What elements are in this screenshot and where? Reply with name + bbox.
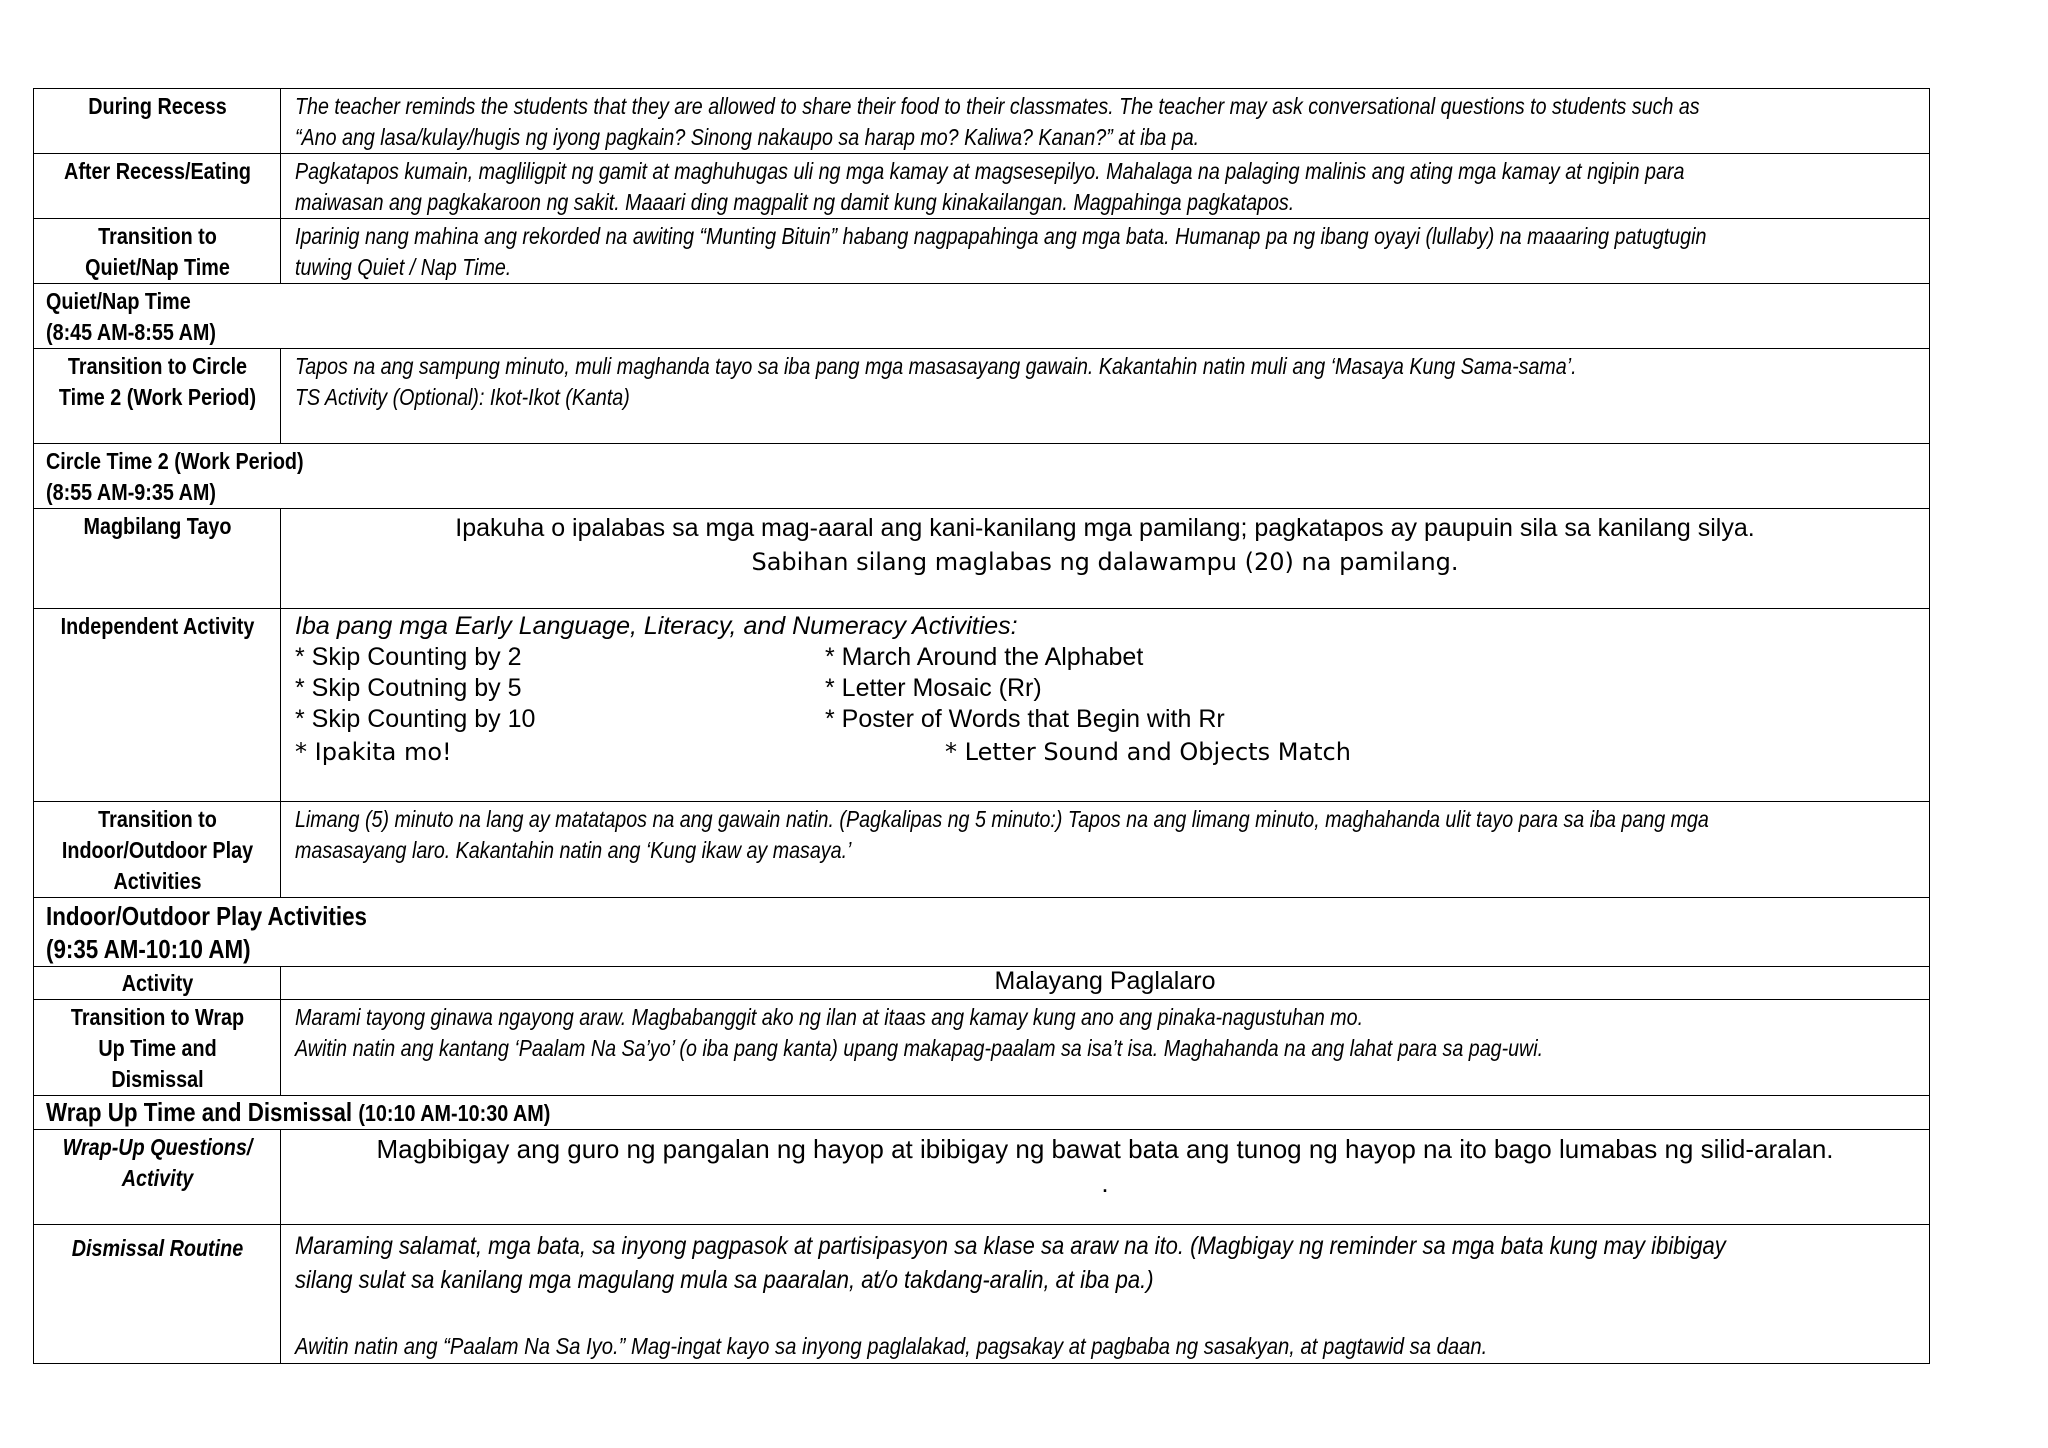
text-line: Magbibigay ang guro ng pangalan ng hayop at ibibigay ng bawat bata ang tunog ng hayop na ito bago lumabas ng silid-aralan. [376,1134,1834,1164]
text-magbilang [281,509,1930,609]
text-independent [281,609,1930,802]
text-line: Pagkatapos kumain, magliligpit ng gamit at maghuhugas uli ng mga kamay at magsesepilyo. Mahalaga na palaging malinis ang ating mga kamay at ngipin para [295,158,1685,184]
text-during-recess [281,89,1930,154]
text-dot: . [1101,1168,1109,1198]
text-line: masasayang laro. Kakantahin natin ang ‘Kung ikaw ay masaya.’ [295,837,852,863]
activities-heading: Iba pang mga Early Language, Literacy, and Numeracy Activities: [295,612,1018,640]
text-line: The teacher reminds the students that they are allowed to share their food to their classmates. The teacher may ask conversational questions to students such as [295,93,1700,119]
text-line: Ipakuha o ipalabas sa mga mag-aaral ang kani-kanilang mga pamilang; pagkatapos ay paupuin sila sa kanilang silya. [455,514,1755,542]
section-time: (10:10 AM-10:30 AM) [358,1100,551,1126]
row-dismissal [34,1225,1930,1364]
text-after-recess [281,154,1930,219]
activity-row [295,735,1917,770]
activity-item: * Skip Coutning by 5 [295,674,522,702]
text-line: maiwasan ang pagkakaroon ng sakit. Maaari ding magpalit ng damit kung kinakailangan. Magpahinga pagkatapos. [295,189,1295,215]
activity-row [295,704,1917,735]
text-line: Sabihan silang maglabas ng dalawampu (20) na pamilang. [751,548,1459,576]
row-wrap-up [34,1096,1930,1130]
section-title: Wrap Up Time and Dismissal [46,1097,353,1127]
text-transition-quiet [281,219,1930,284]
text-transition-play [281,802,1930,898]
label-transition-quiet: Transition to Quiet/Nap Time [51,219,263,284]
text-activity: Malayang Paglalaro [281,967,1930,1000]
text-line: “Ano ang lasa/kulay/hugis ng iyong pagkain? Sinong nakaupo sa harap mo? Kaliwa? Kanan?” at iba pa. [295,124,1200,150]
row-activity [34,967,1930,1000]
text-line: Iparinig nang mahina ang rekorded na awiting “Munting Bituin” habang nagpapahinga ang mga bata. Humanap pa ng ibang oyayi (lullaby) na maaaring patugtugin [295,223,1707,249]
row-play [34,898,1930,967]
row-transition-wrap [34,1000,1930,1096]
label-after-recess: After Recess/Eating [51,154,263,219]
section-wrap-up [34,1096,1930,1130]
row-wrap-questions [34,1130,1930,1225]
section-title: Indoor/Outdoor Play Activities [46,901,367,931]
text-transition-circle2 [281,349,1930,444]
row-transition-quiet [34,219,1930,284]
section-time: (8:55 AM-9:35 AM) [46,479,216,505]
activity-item: * March Around the Alphabet [825,643,1144,671]
text-line: silang sulat sa kanilang mga magulang mula sa paaralan, at/o takdang-aralin, at iba pa.) [295,1266,1154,1294]
label-independent: Independent Activity [51,609,263,802]
label-transition-wrap: Transition to Wrap Up Time and Dismissal [51,1000,263,1096]
text-line: Maraming salamat, mga bata, sa inyong pagpasok at partisipasyon sa klase sa araw na ito. (Magbigay ng reminder sa mga bata kung may ibibigay [295,1232,1726,1260]
text-line: tuwing Quiet / Nap Time. [295,254,512,280]
label-magbilang: Magbilang Tayo [51,509,263,609]
row-after-recess [34,154,1930,219]
text-line: Awitin natin ang kantang ‘Paalam Na Sa’yo’ (o iba pang kanta) upang makapag-paalam sa isa’t isa. Maghahanda na ang lahat para sa pag-uwi. [295,1035,1544,1061]
text-line: Awitin natin ang “Paalam Na Sa Iyo.” Mag-ingat kayo sa inyong paglalakad, pagsakay at pagbaba ng sasakyan, at pagtawid sa daan. [295,1333,1488,1359]
label-transition-play: Transition to Indoor/Outdoor Play Activities [51,802,263,898]
label-activity: Activity [51,967,263,1000]
blank-line [295,1297,1722,1329]
lesson-plan-table [33,88,1930,1364]
text-line: TS Activity (Optional): Ikot-Ikot (Kanta) [295,384,630,410]
label-transition-circle2: Transition to Circle Time 2 (Work Period) [51,349,263,444]
text-dismissal [281,1225,1930,1364]
section-play [34,898,1930,967]
row-circle2 [34,444,1930,509]
section-circle2 [34,444,1930,509]
text-line: Tapos na ang sampung minuto, muli maghanda tayo sa iba pang mga masasayang gawain. Kakantahin natin muli ang ‘Masaya Kung Sama-sama’. [295,353,1577,379]
text-wrap-questions [281,1130,1930,1225]
text-line: Limang (5) minuto na lang ay matatapos na ang gawain natin. (Pagkalipas ng 5 minuto:) Tapos na ang limang minuto, maghahanda ulit tayo para sa iba pang mga [295,806,1709,832]
activity-item: * Ipakita mo! [295,738,452,766]
row-during-recess [34,89,1930,154]
text-transition-wrap [281,1000,1930,1096]
activity-item: * Skip Counting by 10 [295,705,536,733]
activity-row [295,642,1917,673]
section-time: (8:45 AM-8:55 AM) [46,319,216,345]
activity-item: * Letter Sound and Objects Match [945,738,1351,766]
label-dismissal: Dismissal Routine [51,1225,263,1364]
activity-item: * Poster of Words that Begin with Rr [825,705,1225,733]
section-time: (9:35 AM-10:10 AM) [46,934,251,964]
section-heading [46,1097,1655,1128]
text-line: Marami tayong ginawa ngayong araw. Magbabanggit ako ng ilan at itaas ang kamay kung ano ang pinaka-nagustuhan mo. [295,1004,1364,1030]
section-title: Quiet/Nap Time [46,288,191,314]
label-during-recess: During Recess [51,89,263,154]
row-quiet-nap [34,284,1930,349]
label-wrap-questions: Wrap-Up Questions/ Activity [51,1130,263,1225]
row-transition-play [34,802,1930,898]
section-title: Circle Time 2 (Work Period) [46,448,304,474]
row-transition-circle2 [34,349,1930,444]
section-quiet-nap [34,284,1930,349]
row-independent [34,609,1930,802]
activity-row [295,673,1917,704]
activity-item: * Letter Mosaic (Rr) [825,674,1042,702]
activity-item: * Skip Counting by 2 [295,643,522,671]
row-magbilang [34,509,1930,609]
